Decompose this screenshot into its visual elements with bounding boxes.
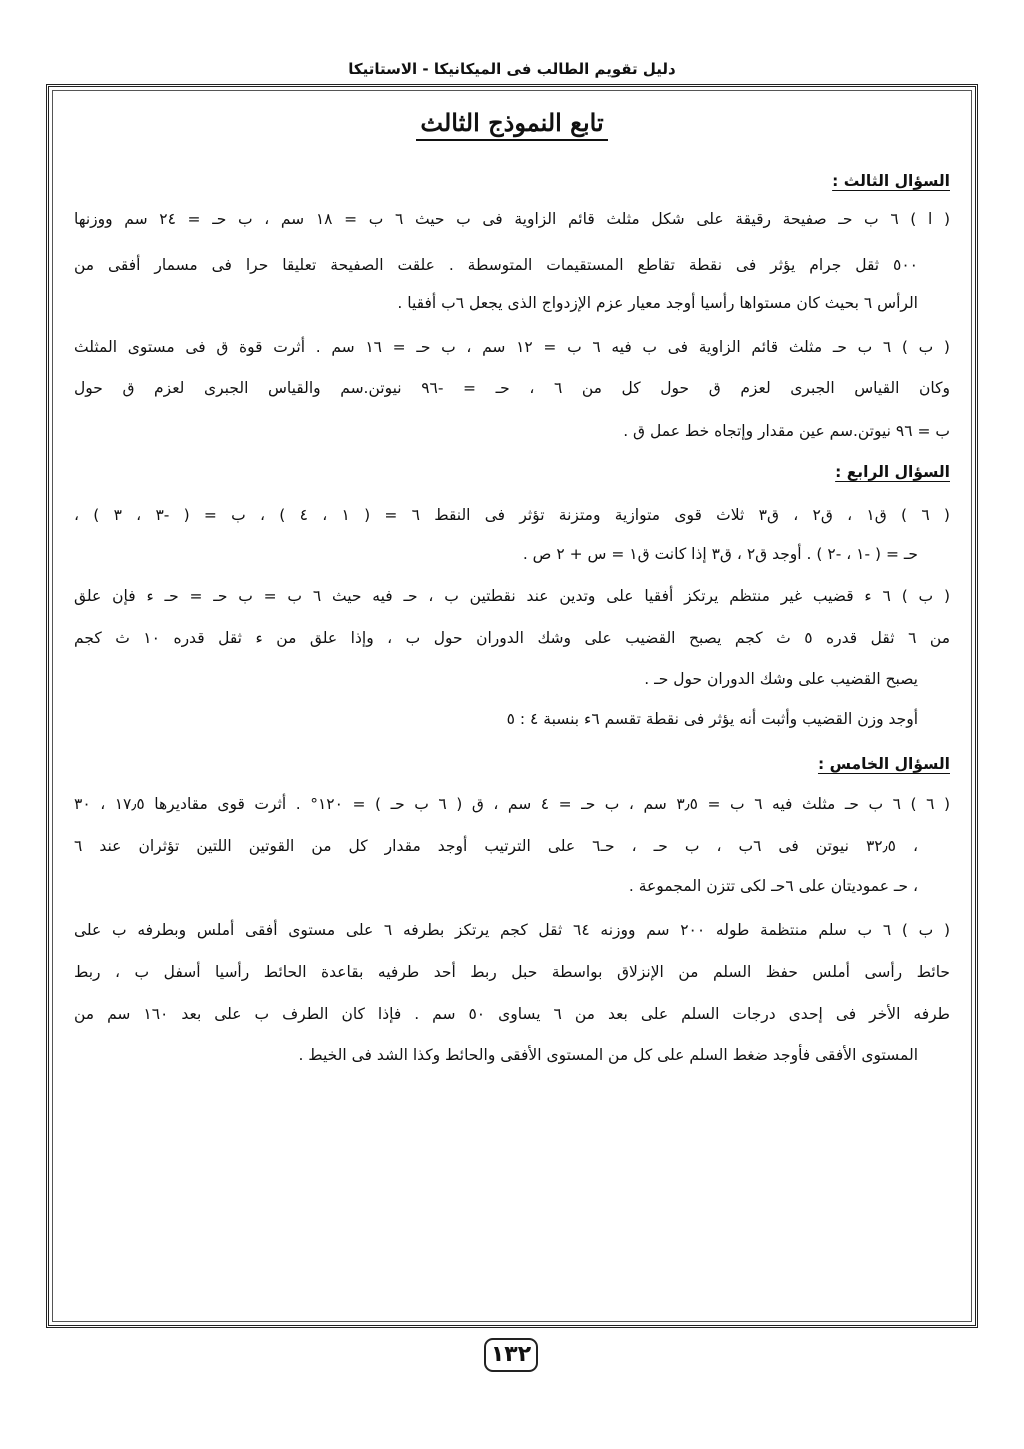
- q4-a-line-2: حـ = ( -١ ، -٢ ) . أوجد ق٢ ، ق٣ إذا كانت ق١ = س + ٢ ص .: [522, 545, 918, 563]
- q5-a-line-2: ، ٣٢٫٥ نيوتن فى ٦ب ، ب حـ ، حـ٦ على الترتيب أوجد مقدار كل من القوتين اللتين تؤثران عند ٦: [74, 837, 918, 855]
- q3-b-line-3: ب = ٩٦ نيوتن.سم عين مقدار وإتجاه خط عمل ق .: [623, 422, 950, 440]
- q5-b-line-1: ( ب ) ٦ ب سلم منتظمة طوله ٢٠٠ سم ووزنه ٦٤ ثقل كجم يرتكز بطرفه ٦ على مستوى أفقى أملس وبطرفه ب على: [74, 921, 951, 939]
- q5-b-line-3: طرفه الأخر فى إحدى درجات السلم على بعد من ٦ يساوى ٥٠ سم . فإذا كان الطرف ب على بعد ١٦٠ سم من: [74, 1005, 950, 1023]
- q3-a-line-3: الرأس ٦ بحيث كان مستواها رأسيا أوجد معيار عزم الإزدواج الذى يجعل ٦ب أفقيا .: [397, 294, 918, 312]
- q4-b-line-2: من ٦ ثقل قدره ٥ ث كجم يصبح القضيب على وشك الدوران حول ب ، وإذا علق من ء ثقل قدره ١٠ ث كجم: [74, 629, 951, 647]
- running-header: دليل تقويم الطالب فى الميكانيكا - الاستاتيكا: [348, 60, 676, 78]
- q5-b-line-2: حائط رأسى أملس حفظ السلم من الإنزلاق بواسطة حبل ربط أحد طرفيه بقاعدة الحائط رأسيا أسفل ب ، ربط: [74, 963, 950, 981]
- q5-a-line-3: ، حـ عموديتان على ٦حـ لكى تتزن المجموعة .: [628, 877, 918, 895]
- q3-b-line-2: وكان القياس الجبرى لعزم ق حول كل من ٦ ، حـ = -٩٦ نيوتن.سم والقياس الجبرى لعزم ق حول: [74, 379, 951, 397]
- page-number: ١٣٢: [484, 1338, 538, 1372]
- q5-a-line-1: ( ٦ ) ٦ ب حـ مثلث فيه ٦ ب = ٣٫٥ سم ، ب حـ = ٤ سم ، ق ( ٦ ب حـ ) = ١٢٠° . أثرت قوى مقاديرها ١٧٫٥ ، ٣٠: [74, 795, 951, 813]
- q4-b-line-1: ( ب ) ٦ ء قضيب غير منتظم يرتكز أفقيا على وتدين عند نقطتين ب ، حـ فيه حيث ٦ ب = ب حـ = حـ ء فإن علق: [74, 587, 951, 605]
- q4-heading: السؤال الرابع :: [835, 463, 950, 481]
- q3-heading: السؤال الثالث :: [832, 172, 950, 190]
- q4-b-line-4: أوجد وزن القضيب وأثبت أنه يؤثر فى نقطة تقسم ٦ء بنسبة ٤ : ٥: [506, 710, 918, 728]
- q3-a-line-2: ٥٠٠ ثقل جرام يؤثر فى نقطة تقاطع المستقيمات المتوسطة . علقت الصفيحة تعليقا حرا فى مسمار أفقى من: [74, 256, 918, 274]
- q3-b-line-1: ( ب ) ٦ ب حـ مثلث قائم الزاوية فى ب فيه ٦ ب = ١٢ سم ، ب حـ = ١٦ سم . أثرت قوة ق فى مستوى المثلث: [74, 338, 950, 356]
- page-inner-border: [52, 90, 972, 1322]
- page-title: تابع النموذج الثالث: [0, 108, 1024, 137]
- q5-heading: السؤال الخامس :: [817, 755, 950, 773]
- q5-b-line-4: المستوى الأفقى فأوجد ضغط السلم على كل من المستوى الأفقى والحائط وكذا الشد فى الخيط .: [298, 1046, 918, 1064]
- q3-a-line-1: ( ا ) ٦ ب حـ صفيحة رقيقة على شكل مثلث قائم الزاوية فى ب حيث ٦ ب = ١٨ سم ، ب حـ = ٢٤ سم ووزنها: [74, 210, 950, 228]
- q4-a-line-1: ( ٦ ) ق١ ، ق٢ ، ق٣ ثلاث قوى متوازية ومتزنة تؤثر فى النقط ٦ = ( ١ ، ٤ ) ، ب = ( -٣ ، ٣ ) ،: [74, 506, 950, 524]
- q4-b-line-3: يصبح القضيب على وشك الدوران حول حـ .: [644, 670, 918, 688]
